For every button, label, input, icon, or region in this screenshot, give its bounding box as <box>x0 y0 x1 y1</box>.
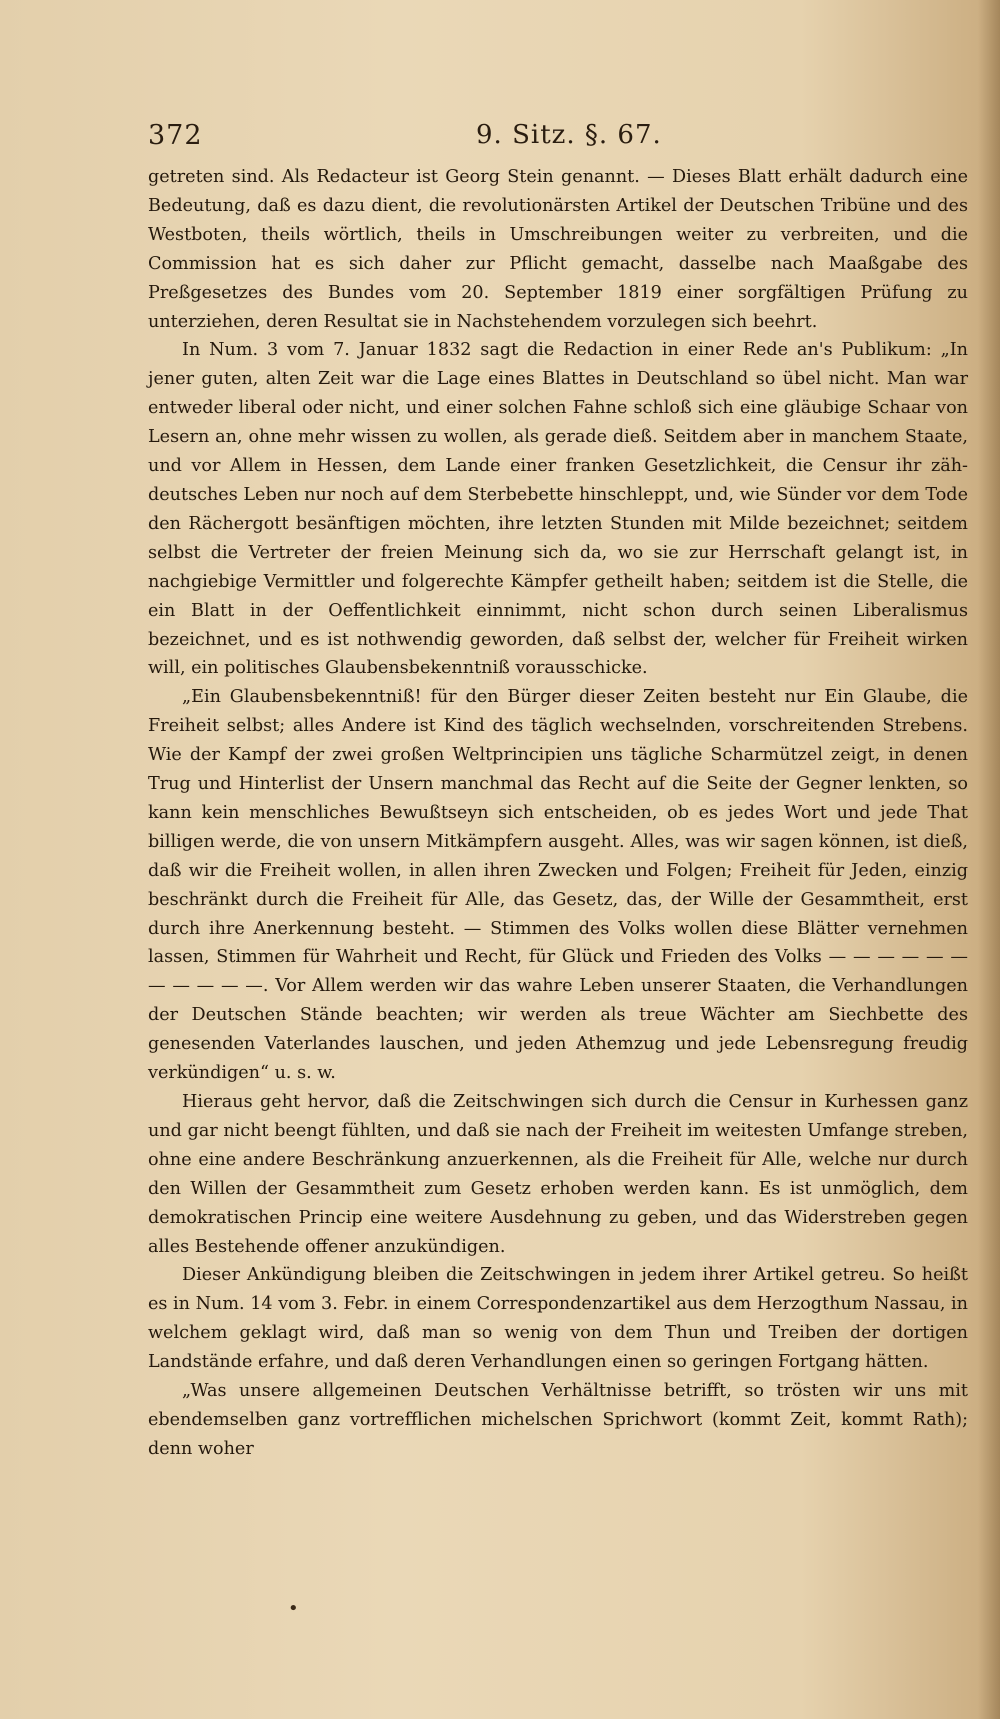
page-header <box>148 120 968 160</box>
paragraph-num3-quote: In Num. 3 vom 7. Januar 1832 sagt die Redaction in einer Rede an's Publikum: „In jener guten, alten Zeit war die Lage eines Blattes in Deutschland so übel nicht. Man war entweder liberal oder nicht, und einer solchen Fahne schloß sich eine gläubige Schaar von Lesern an, ohne mehr wissen zu wollen, als gerade dieß. Seitdem aber in manchem Staate, und vor Allem in Hessen, dem Lande einer franken Gesetzlichkeit, die Censur ihr zäh-deutsches Leben nur noch auf dem Sterbebette hinschleppt, und, wie Sünder vor dem Tode den Rächergott besänftigen möchten, ihre letzten Stunden mit Milde bezeichnet; seitdem selbst die Vertreter der freien Meinung sich da, wo sie zur Herrschaft gelangt ist, in nachgiebige Vermittler und folgerechte Kämpfer getheilt haben; seitdem ist die Stelle, die ein Blatt in der Oeffentlichkeit einnimmt, nicht schon durch seinen Liberalismus bezeichnet, und es ist nothwendig geworden, daß selbst der, welcher für Freiheit wirken will, ein politisches Glaubensbekenntniß vorausschicke. <box>148 340 968 679</box>
paragraph-continuation: getreten sind. Als Redacteur ist Georg Stein genannt. — Dieses Blatt erhält dadurch eine Bedeutung, daß es dazu dient, die revolutionärsten Artikel der Deutschen Tribüne und des Westboten, theils wörtlich, theils in Umschreibungen weiter zu verbreiten, und die Commission hat es sich daher zur Pflicht gemacht, dasselbe nach Maaßgabe des Preßgesetzes des Bundes vom 20. September 1819 einer sorgfältigen Prüfung zu unterziehen, deren Resultat sie in Nachstehendem vorzulegen sich beehrt. <box>148 167 968 332</box>
paragraph-glaubensbekenntniss: „Ein Glaubensbekenntniß! für den Bürger dieser Zeiten besteht nur Ein Glaube, die Freiheit selbst; alles Andere ist Kind des täglich wechselnden, vorschreitenden Strebens. Wie der Kampf der zwei großen Weltprincipien uns tägliche Scharmützel zeigt, in denen Trug und Hinterlist der Unsern manchmal das Recht auf die Seite der Gegner lenkten, so kann kein menschliches Bewußtseyn sich entscheiden, ob es jedes Wort und jede That billigen werde, die von unsern Mitkämpfern ausgeht. Alles, was wir sagen können, ist dieß, daß wir die Freiheit wollen, in allen ihren Zwecken und Folgen; Freiheit für Jeden, einzig beschränkt durch die Freiheit für Alle, das Gesetz, das, der Wille der Gesammtheit, erst durch ihre Anerkennung besteht. — Stimmen des Volks wollen diese Blätter vernehmen lassen, Stimmen für Wahrheit und Recht, für Glück und Frieden des Volks — — — — — — — — — — —. Vor Allem werden wir das wahre Leben unserer Staaten, die Verhandlungen der Deutschen Stände beachten; wir werden als treue Wächter am Siechbette des genesenden Vaterlandes lauschen, und jeden Athemzug und jede Lebensregung freudig verkündigen“ u. s. w. <box>148 687 968 1084</box>
body-text <box>148 163 968 1464</box>
page-number: 372 <box>148 120 203 151</box>
paragraph-ankuendigung: Dieser Ankündigung bleiben die Zeitschwingen in jedem ihrer Artikel getreu. So heißt es in Num. 14 vom 3. Febr. in einem Correspondenzartikel aus dem Herzogthum Nassau, in welchem geklagt wird, daß man so wenig von dem Thun und Treiben der dortigen Landstände erfahre, und daß deren Verhandlungen einen so geringen Fortgang hätten. <box>148 1265 968 1373</box>
margin-mark: • <box>288 1598 299 1619</box>
paragraph-was-unsere: „Was unsere allgemeinen Deutschen Verhältnisse betrifft, so trösten wir uns mit ebendemselben ganz vortrefflichen michelschen Sprichwort (kommt Zeit, kommt Rath); denn woher <box>148 1381 968 1459</box>
page-edge-shadow <box>978 0 1000 1719</box>
paragraph-hieraus: Hieraus geht hervor, daß die Zeitschwingen sich durch die Censur in Kurhessen ganz und gar nicht beengt fühlten, und daß sie nach der Freiheit im weitesten Umfange streben, ohne eine andere Beschränkung anzuerkennen, als die Freiheit für Alle, welche nur durch den Willen der Gesammtheit zum Gesetz erhoben werden kann. Es ist unmöglich, dem demokratischen Princip eine weitere Ausdehnung zu geben, und das Widerstreben gegen alles Bestehende offener anzukündigen. <box>148 1092 968 1257</box>
running-head: 9. Sitz. §. 67. <box>476 120 662 150</box>
